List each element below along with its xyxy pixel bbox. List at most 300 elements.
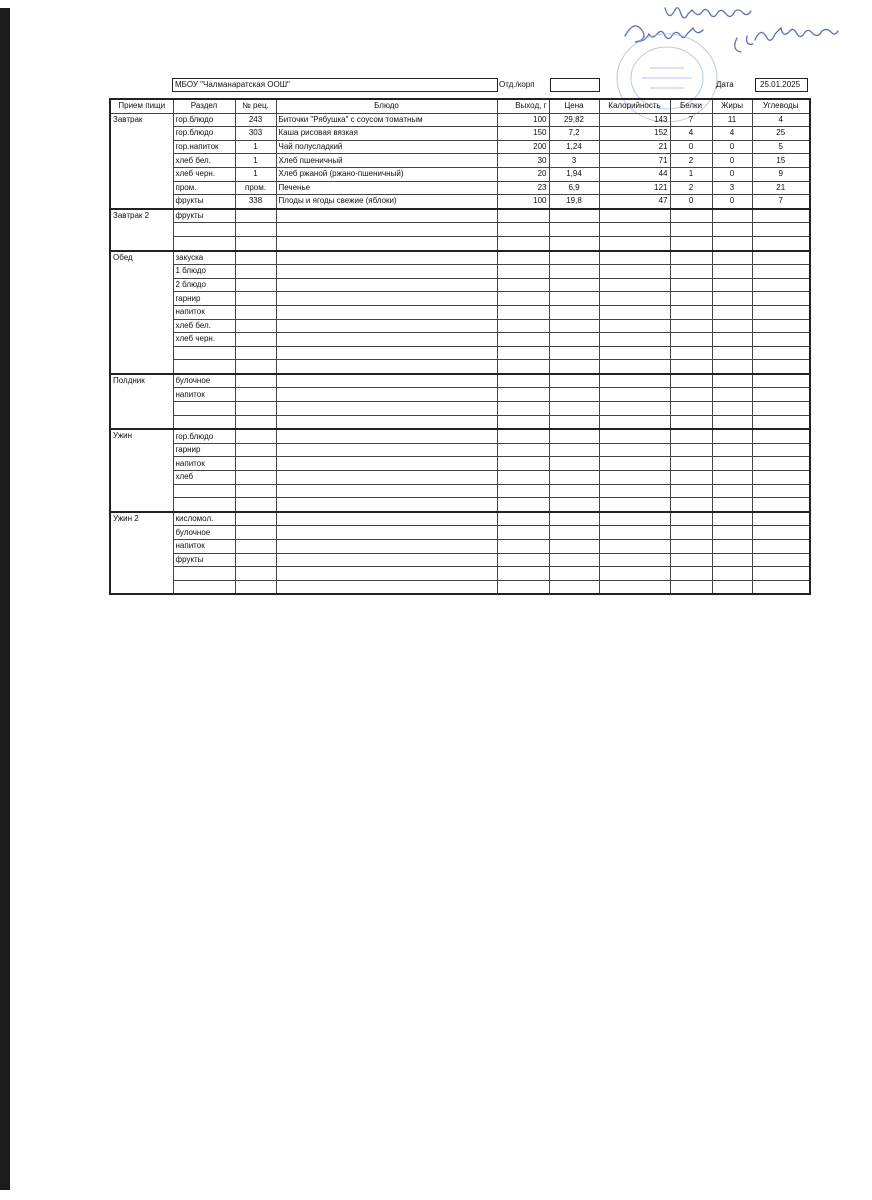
- table-cell: [599, 236, 670, 250]
- table-cell: 5: [752, 140, 810, 154]
- table-cell: гор.блюдо: [173, 429, 235, 443]
- table-row: [110, 402, 810, 416]
- table-cell: [670, 429, 712, 443]
- table-cell: [235, 540, 276, 554]
- table-cell: [712, 333, 752, 347]
- table-cell: [712, 553, 752, 567]
- table-cell: 23: [497, 181, 549, 195]
- table-cell: [549, 498, 599, 512]
- table-cell: 1,24: [549, 140, 599, 154]
- table-cell: [670, 498, 712, 512]
- table-row: [110, 154, 810, 168]
- table-cell: булочное: [173, 526, 235, 540]
- table-cell: [599, 484, 670, 498]
- col-header: Выход, г: [497, 99, 549, 113]
- table-cell: [276, 429, 497, 443]
- table-row: [110, 429, 810, 443]
- table-row: [110, 553, 810, 567]
- table-row: [110, 360, 810, 374]
- table-cell: [173, 498, 235, 512]
- dept-label: Отд./корп: [499, 80, 535, 89]
- table-cell: [235, 265, 276, 279]
- table-cell: [276, 374, 497, 388]
- table-cell: Хлеб пшеничный: [276, 154, 497, 168]
- table-row: [110, 333, 810, 347]
- table-cell: хлеб: [173, 471, 235, 485]
- table-cell: [173, 484, 235, 498]
- table-cell: [599, 278, 670, 292]
- meal-name: Ужин: [110, 429, 173, 512]
- col-header: Жиры: [712, 99, 752, 113]
- table-cell: [712, 278, 752, 292]
- table-cell: [235, 526, 276, 540]
- meal-name: Завтрак: [110, 113, 173, 209]
- table-cell: [497, 319, 549, 333]
- table-cell: [276, 251, 497, 265]
- table-cell: [235, 251, 276, 265]
- table-cell: 29,82: [549, 113, 599, 127]
- table-cell: [670, 305, 712, 319]
- table-cell: [173, 580, 235, 594]
- table-cell: 0: [670, 195, 712, 209]
- table-cell: [599, 580, 670, 594]
- table-cell: [752, 278, 810, 292]
- table-cell: [549, 360, 599, 374]
- table-cell: [670, 580, 712, 594]
- table-cell: закуска: [173, 251, 235, 265]
- table-cell: 0: [670, 140, 712, 154]
- table-cell: [235, 471, 276, 485]
- table-cell: [712, 305, 752, 319]
- table-cell: [235, 443, 276, 457]
- table-cell: [670, 319, 712, 333]
- table-cell: [752, 567, 810, 581]
- table-cell: кисломол.: [173, 512, 235, 526]
- meal-name: Завтрак 2: [110, 209, 173, 251]
- table-cell: [235, 209, 276, 223]
- date-field[interactable]: [755, 78, 808, 92]
- table-cell: [276, 457, 497, 471]
- meal-name: Ужин 2: [110, 512, 173, 595]
- table-cell: [497, 360, 549, 374]
- table-cell: [752, 415, 810, 429]
- table-cell: напиток: [173, 457, 235, 471]
- table-row: [110, 484, 810, 498]
- table-cell: [670, 388, 712, 402]
- table-cell: [712, 223, 752, 237]
- table-row: [110, 209, 810, 223]
- table-cell: [549, 526, 599, 540]
- table-cell: [276, 223, 497, 237]
- table-cell: [173, 567, 235, 581]
- table-cell: [599, 346, 670, 360]
- col-header: Углеводы: [752, 99, 810, 113]
- table-cell: 0: [712, 154, 752, 168]
- table-row: [110, 540, 810, 554]
- table-cell: 1 блюдо: [173, 265, 235, 279]
- table-cell: [497, 223, 549, 237]
- table-cell: [599, 251, 670, 265]
- table-cell: [599, 209, 670, 223]
- table-cell: [235, 553, 276, 567]
- table-cell: [752, 251, 810, 265]
- school-name: МБОУ "Чалманаратская ООШ": [175, 80, 290, 89]
- table-cell: [549, 553, 599, 567]
- table-cell: [173, 402, 235, 416]
- table-cell: [670, 402, 712, 416]
- table-cell: [712, 388, 752, 402]
- table-cell: Хлеб ржаной (ржано-пшеничный): [276, 167, 497, 181]
- table-cell: [599, 498, 670, 512]
- meal-name: Полдник: [110, 374, 173, 429]
- table-cell: [712, 236, 752, 250]
- table-cell: 121: [599, 181, 670, 195]
- table-cell: [497, 402, 549, 416]
- table-cell: [497, 278, 549, 292]
- table-cell: 1: [235, 154, 276, 168]
- table-cell: [497, 429, 549, 443]
- menu-table: [109, 98, 811, 595]
- table-cell: [549, 443, 599, 457]
- table-cell: [497, 512, 549, 526]
- table-cell: [549, 223, 599, 237]
- table-cell: [599, 429, 670, 443]
- table-cell: [712, 498, 752, 512]
- date-value: 25.01.2025: [760, 80, 801, 89]
- col-header: Калорийность: [599, 99, 670, 113]
- table-cell: [497, 346, 549, 360]
- table-cell: хлеб бел.: [173, 154, 235, 168]
- dept-field[interactable]: [550, 78, 600, 92]
- table-cell: 71: [599, 154, 670, 168]
- table-cell: [497, 265, 549, 279]
- table-cell: 4: [752, 113, 810, 127]
- table-row: [110, 580, 810, 594]
- table-cell: [670, 209, 712, 223]
- table-cell: [276, 333, 497, 347]
- table-cell: [670, 526, 712, 540]
- table-cell: [712, 360, 752, 374]
- table-cell: [276, 484, 497, 498]
- table-cell: [712, 512, 752, 526]
- table-cell: [235, 319, 276, 333]
- table-row: [110, 195, 810, 209]
- table-cell: 303: [235, 127, 276, 141]
- table-cell: 0: [712, 167, 752, 181]
- table-cell: [712, 209, 752, 223]
- table-cell: [549, 388, 599, 402]
- table-cell: 25: [752, 127, 810, 141]
- col-header: Прием пищи: [110, 99, 173, 113]
- table-cell: [497, 374, 549, 388]
- table-cell: [235, 305, 276, 319]
- table-cell: [173, 223, 235, 237]
- table-cell: [276, 305, 497, 319]
- table-cell: [670, 567, 712, 581]
- table-cell: [549, 415, 599, 429]
- table-cell: [599, 360, 670, 374]
- table-cell: 30: [497, 154, 549, 168]
- table-cell: [599, 553, 670, 567]
- table-cell: [670, 512, 712, 526]
- table-cell: [752, 305, 810, 319]
- table-cell: хлеб черн.: [173, 167, 235, 181]
- menu-body: [110, 113, 810, 594]
- table-cell: [235, 333, 276, 347]
- table-cell: фрукты: [173, 209, 235, 223]
- table-cell: [599, 526, 670, 540]
- table-row: [110, 374, 810, 388]
- table-cell: [276, 402, 497, 416]
- table-cell: [712, 346, 752, 360]
- table-cell: [497, 333, 549, 347]
- table-cell: [752, 209, 810, 223]
- table-cell: [599, 471, 670, 485]
- table-cell: 19,8: [549, 195, 599, 209]
- table-cell: [752, 471, 810, 485]
- table-cell: [549, 457, 599, 471]
- table-cell: [173, 360, 235, 374]
- table-row: [110, 471, 810, 485]
- table-cell: гор.блюдо: [173, 127, 235, 141]
- table-cell: фрукты: [173, 195, 235, 209]
- table-cell: [276, 265, 497, 279]
- table-row: [110, 278, 810, 292]
- table-row: [110, 265, 810, 279]
- table-cell: [752, 292, 810, 306]
- table-cell: 4: [712, 127, 752, 141]
- table-cell: [670, 236, 712, 250]
- table-cell: 15: [752, 154, 810, 168]
- col-header: Блюдо: [276, 99, 497, 113]
- table-cell: [599, 319, 670, 333]
- table-cell: 152: [599, 127, 670, 141]
- table-cell: 11: [712, 113, 752, 127]
- table-cell: 4: [670, 127, 712, 141]
- table-cell: 20: [497, 167, 549, 181]
- table-cell: [712, 526, 752, 540]
- table-cell: [752, 319, 810, 333]
- table-cell: Биточки "Рябушка" с соусом томатным: [276, 113, 497, 127]
- table-cell: [670, 471, 712, 485]
- table-cell: [235, 457, 276, 471]
- table-cell: [235, 278, 276, 292]
- table-row: [110, 113, 810, 127]
- table-cell: 7: [752, 195, 810, 209]
- table-cell: [549, 278, 599, 292]
- table-cell: [670, 553, 712, 567]
- table-cell: [712, 443, 752, 457]
- table-row: [110, 167, 810, 181]
- table-cell: [670, 346, 712, 360]
- table-cell: [599, 305, 670, 319]
- table-row: [110, 251, 810, 265]
- table-cell: [276, 278, 497, 292]
- table-cell: [276, 553, 497, 567]
- table-cell: [235, 346, 276, 360]
- table-cell: 1: [235, 140, 276, 154]
- scan-left-border: [0, 8, 10, 1190]
- table-cell: [276, 471, 497, 485]
- table-row: [110, 236, 810, 250]
- table-cell: хлеб черн.: [173, 333, 235, 347]
- table-cell: [235, 292, 276, 306]
- table-cell: 200: [497, 140, 549, 154]
- table-cell: [276, 512, 497, 526]
- table-cell: 2 блюдо: [173, 278, 235, 292]
- table-header-row: [110, 99, 810, 113]
- table-cell: [752, 223, 810, 237]
- col-header: Цена: [549, 99, 599, 113]
- table-cell: 1: [235, 167, 276, 181]
- date-label: Дата: [716, 80, 734, 89]
- table-cell: [752, 346, 810, 360]
- table-cell: [599, 265, 670, 279]
- table-cell: [670, 360, 712, 374]
- table-cell: [497, 471, 549, 485]
- table-cell: [752, 484, 810, 498]
- table-cell: [276, 567, 497, 581]
- table-row: [110, 127, 810, 141]
- col-header: № рец.: [235, 99, 276, 113]
- table-cell: [235, 580, 276, 594]
- table-cell: [752, 429, 810, 443]
- table-cell: 2: [670, 181, 712, 195]
- table-cell: фрукты: [173, 553, 235, 567]
- table-cell: [752, 360, 810, 374]
- table-cell: [712, 580, 752, 594]
- table-cell: [712, 471, 752, 485]
- table-cell: [549, 402, 599, 416]
- table-cell: [752, 333, 810, 347]
- table-cell: Чай полусладкий: [276, 140, 497, 154]
- table-cell: [599, 567, 670, 581]
- table-cell: [752, 265, 810, 279]
- table-cell: [276, 292, 497, 306]
- table-cell: [235, 567, 276, 581]
- table-cell: [549, 580, 599, 594]
- table-cell: 2: [670, 154, 712, 168]
- table-row: [110, 498, 810, 512]
- table-cell: [235, 484, 276, 498]
- table-cell: [599, 540, 670, 554]
- table-cell: хлеб бел.: [173, 319, 235, 333]
- table-cell: [670, 457, 712, 471]
- table-cell: [549, 305, 599, 319]
- table-cell: [549, 346, 599, 360]
- table-cell: [712, 374, 752, 388]
- table-cell: пром.: [235, 181, 276, 195]
- table-cell: [549, 512, 599, 526]
- table-cell: [599, 443, 670, 457]
- table-cell: [276, 498, 497, 512]
- col-header: Раздел: [173, 99, 235, 113]
- table-cell: [752, 526, 810, 540]
- table-row: [110, 140, 810, 154]
- table-cell: [276, 443, 497, 457]
- table-cell: [599, 512, 670, 526]
- meal-name: Обед: [110, 251, 173, 374]
- table-cell: [752, 580, 810, 594]
- table-cell: Печенье: [276, 181, 497, 195]
- table-cell: [549, 319, 599, 333]
- table-cell: гор.блюдо: [173, 113, 235, 127]
- table-cell: [670, 278, 712, 292]
- table-cell: [599, 402, 670, 416]
- table-cell: [549, 292, 599, 306]
- table-cell: пром.: [173, 181, 235, 195]
- table-cell: [497, 443, 549, 457]
- table-cell: [549, 236, 599, 250]
- table-cell: 100: [497, 195, 549, 209]
- table-cell: [752, 457, 810, 471]
- table-cell: [752, 540, 810, 554]
- table-cell: напиток: [173, 388, 235, 402]
- table-cell: 3: [549, 154, 599, 168]
- table-cell: 44: [599, 167, 670, 181]
- table-row: [110, 319, 810, 333]
- table-cell: напиток: [173, 540, 235, 554]
- table-cell: [712, 567, 752, 581]
- table-cell: [276, 388, 497, 402]
- table-cell: [670, 443, 712, 457]
- table-cell: 150: [497, 127, 549, 141]
- table-cell: [549, 374, 599, 388]
- table-cell: 1,94: [549, 167, 599, 181]
- table-cell: [173, 415, 235, 429]
- table-row: [110, 457, 810, 471]
- table-cell: [497, 580, 549, 594]
- table-cell: [599, 223, 670, 237]
- table-cell: [712, 415, 752, 429]
- table-cell: [599, 415, 670, 429]
- table-cell: [276, 346, 497, 360]
- table-cell: [497, 567, 549, 581]
- table-cell: [599, 457, 670, 471]
- table-cell: [599, 374, 670, 388]
- table-cell: [497, 526, 549, 540]
- table-cell: [497, 553, 549, 567]
- table-cell: гарнир: [173, 292, 235, 306]
- table-row: [110, 305, 810, 319]
- table-cell: [235, 236, 276, 250]
- table-cell: 338: [235, 195, 276, 209]
- table-cell: [712, 265, 752, 279]
- table-cell: [549, 567, 599, 581]
- table-cell: гарнир: [173, 443, 235, 457]
- table-cell: [497, 305, 549, 319]
- table-cell: [235, 512, 276, 526]
- table-row: [110, 388, 810, 402]
- table-cell: [752, 553, 810, 567]
- table-cell: [599, 388, 670, 402]
- table-cell: [752, 512, 810, 526]
- table-cell: 7: [670, 113, 712, 127]
- table-cell: 21: [752, 181, 810, 195]
- table-cell: [670, 223, 712, 237]
- table-cell: 243: [235, 113, 276, 127]
- table-cell: [549, 251, 599, 265]
- table-cell: [549, 471, 599, 485]
- table-cell: [670, 251, 712, 265]
- table-cell: [670, 374, 712, 388]
- table-cell: [276, 415, 497, 429]
- table-cell: [752, 498, 810, 512]
- table-row: [110, 223, 810, 237]
- table-row: [110, 415, 810, 429]
- table-cell: [752, 236, 810, 250]
- table-cell: [670, 265, 712, 279]
